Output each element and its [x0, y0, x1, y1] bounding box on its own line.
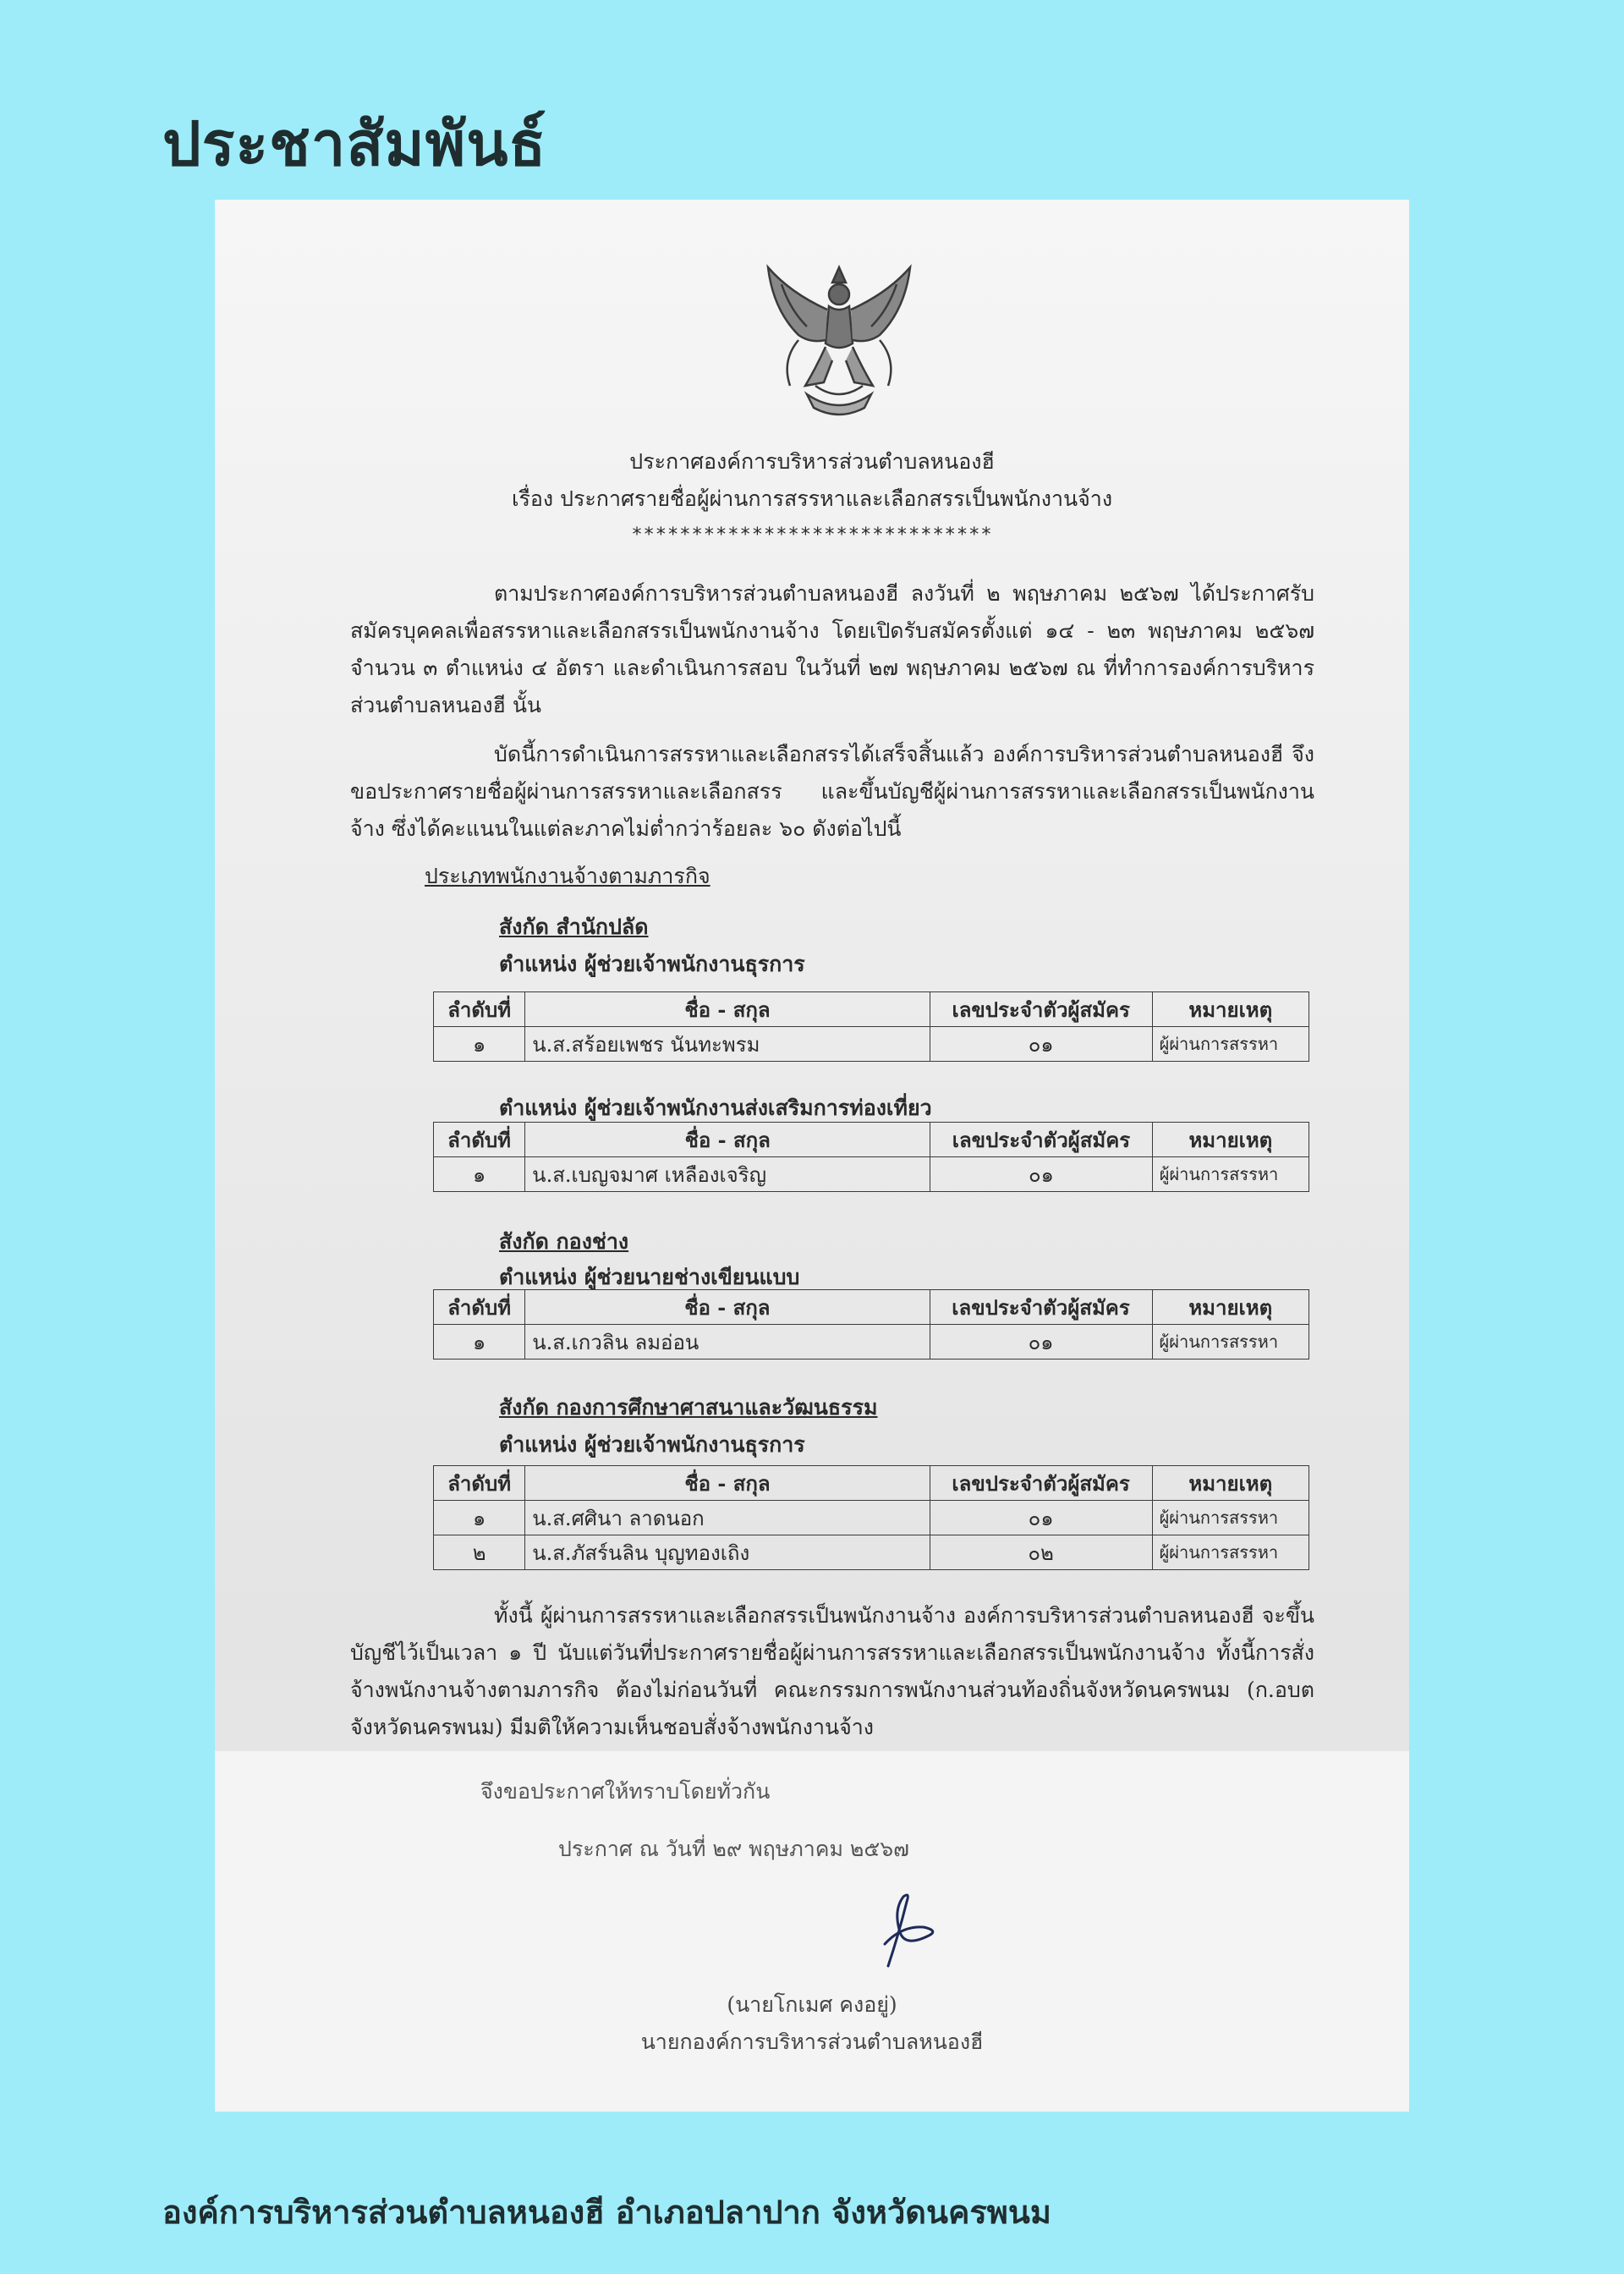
signature-icon	[851, 1885, 952, 1978]
cell-name: น.ส.ภัสร์นลิน บุญทองเถิง	[525, 1535, 930, 1570]
signer-title: นายกองค์การบริหารส่วนตำบลหนองฮี	[640, 2030, 984, 2054]
cell-remark: ผู้ผ่านการสรรหา	[1152, 1027, 1309, 1062]
column-header: เลขประจำตัวผู้สมัคร	[930, 1290, 1152, 1325]
table-row	[434, 1027, 1309, 1062]
cell-applicant-id: ๐๑	[930, 1157, 1153, 1192]
cell-name: น.ส.ศศินา ลาดนอก	[525, 1501, 930, 1535]
paragraph-conditions: ทั้งนี้ ผู้ผ่านการสรรหาและเลือกสรรเป็นพนักงานจ้าง องค์การบริหารส่วนตำบลหนองฮี จะขึ้นบัญชีไว้เป็นเวลา ๑ ปี นับแต่วันที่ประกาศรายชื่อผู้ผ่านการสรรหาและเลือกสรรเป็นพนักงานจ้าง ทั้งนี้การสั่งจ้างพนักงานจ้างตามภารกิจ ต้องไม่ก่อนวันที่ คณะกรรมการพนักงานส่วนท้องถิ่นจังหวัดนครพนม (ก.อบต จังหวัดนครพนม) มีมติให้ความเห็นชอบสั่งจ้างพนักงานจ้าง	[350, 1603, 1314, 1739]
table-header-row	[434, 992, 1309, 1027]
column-header: ลำดับที่	[434, 1466, 525, 1501]
table-row	[434, 1157, 1309, 1192]
section-dept: สังกัด สำนักปลัด	[499, 915, 649, 939]
roster-table	[433, 1465, 1309, 1570]
column-header: ลำดับที่	[434, 1123, 525, 1157]
cell-applicant-id: ๐๒	[930, 1535, 1152, 1570]
column-header: ลำดับที่	[434, 1290, 525, 1325]
cell-order: ๒	[434, 1535, 525, 1570]
document-heading: ประกาศองค์การบริหารส่วนตำบลหนองฮี	[629, 449, 995, 474]
section-position: ตำแหน่ง ผู้ช่วยนายช่างเขียนแบบ	[499, 1265, 800, 1289]
separator-stars: ******************************	[631, 525, 993, 546]
section-position: ตำแหน่ง ผู้ช่วยเจ้าพนักงานธุรการ	[499, 952, 805, 976]
cell-remark: ผู้ผ่านการสรรหา	[1152, 1325, 1309, 1359]
roster-table	[433, 1289, 1309, 1359]
section-dept: สังกัด กองการศึกษาศาสนาและวัฒนธรรม	[499, 1395, 878, 1420]
table-row	[434, 1501, 1309, 1535]
cell-name: น.ส.เบญจมาศ เหลืองเจริญ	[525, 1157, 930, 1192]
column-header: หมายเหตุ	[1152, 992, 1309, 1027]
section-dept: สังกัด กองช่าง	[499, 1229, 629, 1254]
column-header: ลำดับที่	[434, 992, 525, 1027]
column-header: ชื่อ - สกุล	[525, 1123, 930, 1157]
roster-table	[433, 991, 1309, 1062]
cell-order: ๑	[434, 1325, 525, 1359]
column-header: หมายเหตุ	[1152, 1466, 1309, 1501]
table-row	[434, 1325, 1309, 1359]
cell-order: ๑	[434, 1027, 525, 1062]
employee-type-label: ประเภทพนักงานจ้างตามภารกิจ	[425, 864, 710, 888]
announcement-date: ประกาศ ณ วันที่ ๒๙ พฤษภาคม ๒๕๖๗	[558, 1837, 909, 1861]
cell-name: น.ส.เกวลิน ลมอ่อน	[525, 1325, 930, 1359]
column-header: ชื่อ - สกุล	[525, 1466, 930, 1501]
table-header-row	[434, 1290, 1309, 1325]
section-position: ตำแหน่ง ผู้ช่วยเจ้าพนักงานส่งเสริมการท่องเที่ยว	[499, 1096, 932, 1120]
cell-applicant-id: ๐๑	[930, 1027, 1152, 1062]
column-header: หมายเหตุ	[1152, 1123, 1309, 1157]
column-header: เลขประจำตัวผู้สมัคร	[930, 1123, 1153, 1157]
announcement-document	[215, 200, 1409, 2112]
column-header: ชื่อ - สกุล	[525, 1290, 930, 1325]
column-header: เลขประจำตัวผู้สมัคร	[930, 992, 1152, 1027]
page-title: ประชาสัมพันธ์	[162, 108, 547, 179]
cell-order: ๑	[434, 1501, 525, 1535]
roster-table	[433, 1122, 1309, 1192]
document-subject: เรื่อง ประกาศรายชื่อผู้ผ่านการสรรหาและเลือกสรรเป็นพนักงานจ้าง	[511, 486, 1113, 511]
paragraph-intro: ตามประกาศองค์การบริหารส่วนตำบลหนองฮี ลงวันที่ ๒ พฤษภาคม ๒๕๖๗ ได้ประกาศรับสมัครบุคคลเพื่อสรรหาและเลือกสรรเป็นพนักงานจ้าง โดยเปิดรับสมัครตั้งแต่ ๑๔ - ๒๓ พฤษภาคม ๒๕๖๗ จำนวน ๓ ตำแหน่ง ๔ อัตรา และดำเนินการสอบ ในวันที่ ๒๗ พฤษภาคม ๒๕๖๗ ณ ที่ทำการองค์การบริหารส่วนตำบลหนองฮี นั้น	[350, 581, 1314, 717]
paragraph-result: บัดนี้การดำเนินการสรรหาและเลือกสรรได้เสร็จสิ้นแล้ว องค์การบริหารส่วนตำบลหนองฮี จึงขอประกาศรายชื่อผู้ผ่านการสรรหาและเลือกสรร และขึ้นบัญชีผู้ผ่านการสรรหาและเลือกสรรเป็นพนักงานจ้าง ซึ่งได้คะแนนในแต่ละภาคไม่ต่ำกว่าร้อยละ ๖๐ ดังต่อไปนี้	[350, 742, 1314, 841]
cell-remark: ผู้ผ่านการสรรหา	[1152, 1157, 1309, 1192]
cell-applicant-id: ๐๑	[930, 1325, 1152, 1359]
cell-remark: ผู้ผ่านการสรรหา	[1152, 1501, 1309, 1535]
column-header: เลขประจำตัวผู้สมัคร	[930, 1466, 1152, 1501]
cell-applicant-id: ๐๑	[930, 1501, 1152, 1535]
garuda-emblem-icon	[756, 259, 922, 428]
table-header-row	[434, 1466, 1309, 1501]
table-header-row	[434, 1123, 1309, 1157]
cell-name: น.ส.สร้อยเพชร นันทะพรม	[525, 1027, 930, 1062]
notice-line: จึงขอประกาศให้ทราบโดยทั่วกัน	[480, 1779, 771, 1804]
table-row	[434, 1535, 1309, 1570]
cell-order: ๑	[434, 1157, 525, 1192]
section-position: ตำแหน่ง ผู้ช่วยเจ้าพนักงานธุรการ	[499, 1432, 805, 1457]
column-header: ชื่อ - สกุล	[525, 992, 930, 1027]
organization-footer: องค์การบริหารส่วนตำบลหนองฮี อำเภอปลาปาก จังหวัดนครพนม	[162, 2194, 1051, 2231]
column-header: หมายเหตุ	[1152, 1290, 1309, 1325]
cell-remark: ผู้ผ่านการสรรหา	[1152, 1535, 1309, 1570]
signer-name: (นายโกเมศ คงอยู่)	[727, 1992, 897, 2017]
